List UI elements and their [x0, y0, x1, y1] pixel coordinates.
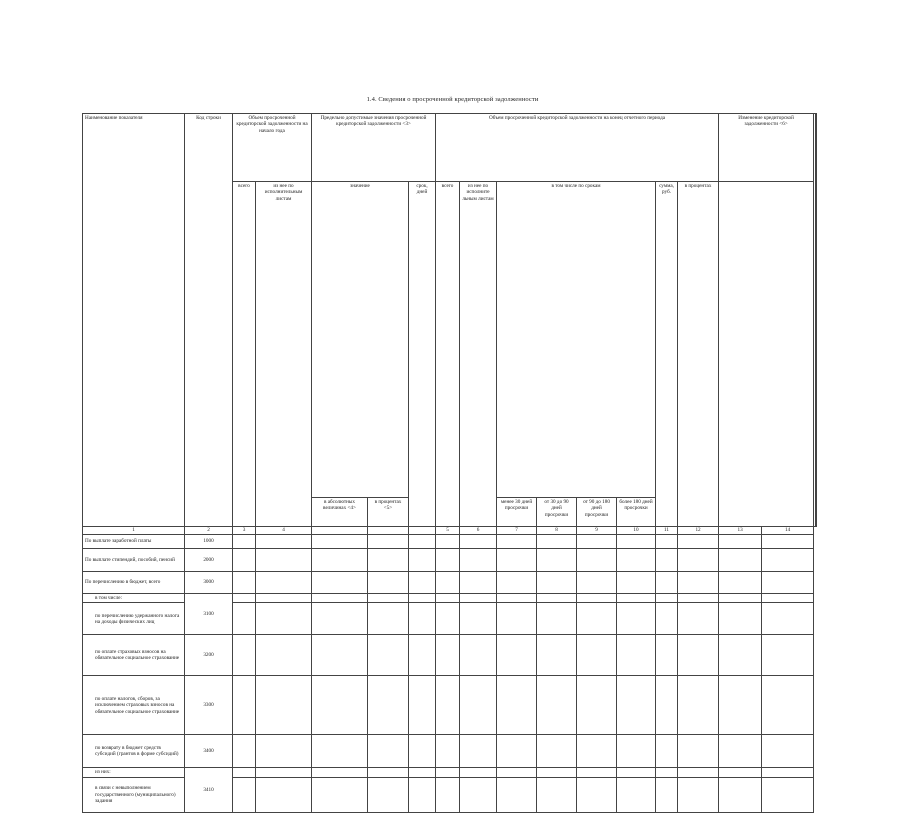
col-number: 7	[497, 527, 537, 535]
input-cell[interactable]	[678, 777, 719, 812]
input-cell[interactable]	[577, 549, 617, 572]
input-cell[interactable]	[409, 535, 436, 549]
input-cell[interactable]	[233, 635, 256, 676]
input-cell[interactable]	[497, 768, 537, 777]
row-code: 3200	[185, 635, 233, 676]
header-90-180: от 90 до 180 дней просрочки	[577, 498, 617, 527]
input-cell[interactable]	[436, 603, 460, 635]
col-number: 14	[762, 527, 814, 535]
input-cell[interactable]	[617, 768, 656, 777]
row-code: 3410	[185, 768, 233, 812]
input-cell[interactable]	[409, 676, 436, 735]
input-cell[interactable]	[537, 594, 577, 603]
input-cell[interactable]	[312, 594, 368, 603]
input-cell[interactable]	[256, 768, 312, 777]
input-cell[interactable]	[678, 768, 719, 777]
input-cell[interactable]	[762, 603, 814, 635]
row-name: в том числе:	[83, 594, 185, 603]
row-name: по возврату в бюджет средств субсидий (грантов в форме субсидий)	[83, 735, 185, 768]
input-cell[interactable]	[368, 676, 409, 735]
input-cell[interactable]	[577, 603, 617, 635]
header-value: значение	[312, 182, 409, 498]
input-cell[interactable]	[577, 777, 617, 812]
header-total-start: всего	[233, 182, 256, 527]
col-number: 10	[617, 527, 656, 535]
input-cell[interactable]	[719, 535, 762, 549]
input-cell[interactable]	[497, 572, 537, 594]
input-cell[interactable]	[460, 594, 497, 603]
input-cell[interactable]	[460, 549, 497, 572]
input-cell[interactable]	[436, 594, 460, 603]
row-code: 3100	[185, 594, 233, 635]
input-cell[interactable]	[719, 572, 762, 594]
col-number: 1	[83, 527, 185, 535]
col-number	[368, 527, 409, 535]
col-number	[409, 527, 436, 535]
input-cell[interactable]	[409, 768, 436, 777]
row-name: по перечислению удержанного налога на доходы физических лиц	[83, 603, 185, 635]
input-cell[interactable]	[409, 603, 436, 635]
header-row-1	[83, 114, 817, 182]
input-cell[interactable]	[460, 572, 497, 594]
input-cell[interactable]	[497, 735, 537, 768]
header-term-days: срок, дней	[409, 182, 436, 527]
input-cell[interactable]	[312, 572, 368, 594]
input-cell[interactable]	[656, 594, 678, 603]
input-cell[interactable]	[678, 535, 719, 549]
input-cell[interactable]	[678, 735, 719, 768]
input-cell[interactable]	[233, 777, 256, 812]
input-cell[interactable]	[719, 549, 762, 572]
input-cell[interactable]	[256, 777, 312, 812]
input-cell[interactable]	[436, 572, 460, 594]
col-number: 4	[256, 527, 312, 535]
input-cell[interactable]	[762, 549, 814, 572]
header-less-30: менее 30 дней просрочки	[497, 498, 537, 527]
input-cell[interactable]	[719, 735, 762, 768]
input-cell[interactable]	[617, 535, 656, 549]
input-cell[interactable]	[409, 635, 436, 676]
input-cell[interactable]	[537, 777, 577, 812]
input-cell[interactable]	[460, 635, 497, 676]
row-name: По выплате стипендий, пособий, пенсий	[83, 549, 185, 572]
input-cell[interactable]	[577, 535, 617, 549]
input-cell[interactable]	[312, 635, 368, 676]
header-volume-end: Объем просроченной кредиторской задолженности на конец отчетного периода	[436, 114, 719, 182]
input-cell[interactable]	[762, 535, 814, 549]
row-name: По выплате заработной платы	[83, 535, 185, 549]
input-cell[interactable]	[656, 735, 678, 768]
row-name: по оплате страховых взносов на обязательное социальное страхование	[83, 635, 185, 676]
input-cell[interactable]	[656, 768, 678, 777]
header-row-code: Код строки	[185, 114, 233, 527]
input-cell[interactable]	[256, 572, 312, 594]
input-cell[interactable]	[436, 549, 460, 572]
input-cell[interactable]	[312, 535, 368, 549]
input-cell[interactable]	[537, 676, 577, 735]
input-cell[interactable]	[577, 768, 617, 777]
table-row	[83, 535, 817, 549]
input-cell[interactable]	[656, 777, 678, 812]
input-cell[interactable]	[537, 549, 577, 572]
header-total-end: всего	[436, 182, 460, 527]
input-cell[interactable]	[312, 676, 368, 735]
input-cell[interactable]	[617, 594, 656, 603]
header-limits: Предельно допустимые значения просроченной кредиторской задолженности <3>	[312, 114, 436, 182]
header-indicator-name: Наименование показателя	[83, 114, 185, 527]
input-cell[interactable]	[233, 549, 256, 572]
input-cell[interactable]	[762, 594, 814, 603]
input-cell[interactable]	[233, 535, 256, 549]
input-cell[interactable]	[460, 777, 497, 812]
input-cell[interactable]	[233, 603, 256, 635]
input-cell[interactable]	[368, 549, 409, 572]
input-cell[interactable]	[497, 635, 537, 676]
input-cell[interactable]	[656, 549, 678, 572]
input-cell[interactable]	[233, 676, 256, 735]
input-cell[interactable]	[617, 549, 656, 572]
row-name: в связи с невыполнением государственного (муниципального) задания	[83, 777, 185, 812]
col-number: 6	[460, 527, 497, 535]
input-cell[interactable]	[678, 594, 719, 603]
row-name: по оплате налогов, сборов, за исключением страховых взносов на обязательное социальное страхование	[83, 676, 185, 735]
input-cell[interactable]	[577, 594, 617, 603]
input-cell[interactable]	[617, 603, 656, 635]
row-code: 3000	[185, 572, 233, 594]
input-cell[interactable]	[233, 735, 256, 768]
input-cell[interactable]	[368, 572, 409, 594]
input-cell[interactable]	[460, 768, 497, 777]
input-cell[interactable]	[233, 594, 256, 603]
input-cell[interactable]	[719, 635, 762, 676]
col-number: 2	[185, 527, 233, 535]
input-cell[interactable]	[497, 603, 537, 635]
input-cell[interactable]	[537, 603, 577, 635]
input-cell[interactable]	[617, 735, 656, 768]
input-cell[interactable]	[762, 676, 814, 735]
input-cell[interactable]	[678, 549, 719, 572]
input-cell[interactable]	[497, 777, 537, 812]
input-cell[interactable]	[233, 768, 256, 777]
input-cell[interactable]	[656, 635, 678, 676]
table-row	[83, 735, 817, 768]
input-cell[interactable]	[678, 572, 719, 594]
table-row	[83, 594, 817, 603]
input-cell[interactable]	[577, 572, 617, 594]
input-cell[interactable]	[436, 535, 460, 549]
input-cell[interactable]	[537, 635, 577, 676]
col-number	[312, 527, 368, 535]
input-cell[interactable]	[617, 777, 656, 812]
row-code: 1000	[185, 535, 233, 549]
input-cell[interactable]	[719, 676, 762, 735]
input-cell[interactable]	[762, 635, 814, 676]
input-cell[interactable]	[678, 676, 719, 735]
input-cell[interactable]	[497, 676, 537, 735]
overdue-payables-table	[82, 113, 817, 813]
table-row	[83, 635, 817, 676]
table-row	[83, 768, 817, 777]
input-cell[interactable]	[436, 735, 460, 768]
input-cell[interactable]	[577, 635, 617, 676]
input-cell[interactable]	[368, 603, 409, 635]
input-cell[interactable]	[460, 603, 497, 635]
input-cell[interactable]	[762, 572, 814, 594]
input-cell[interactable]	[256, 735, 312, 768]
input-cell[interactable]	[312, 735, 368, 768]
row-name: По перечислению в бюджет, всего	[83, 572, 185, 594]
input-cell[interactable]	[436, 777, 460, 812]
header-volume-start: Объем просроченной кредиторской задолженности на начало года	[233, 114, 312, 182]
table-row	[83, 572, 817, 594]
header-by-terms: в том числе по срокам	[497, 182, 656, 498]
input-cell[interactable]	[497, 594, 537, 603]
header-sum-rub: сумма, руб.	[656, 182, 678, 527]
input-cell[interactable]	[537, 768, 577, 777]
input-cell[interactable]	[537, 535, 577, 549]
input-cell[interactable]	[762, 768, 814, 777]
header-measures	[815, 114, 816, 527]
input-cell[interactable]	[617, 635, 656, 676]
row-code: 2000	[185, 549, 233, 572]
input-cell[interactable]	[256, 676, 312, 735]
input-cell[interactable]	[436, 676, 460, 735]
input-cell[interactable]	[368, 735, 409, 768]
input-cell[interactable]	[460, 676, 497, 735]
input-cell[interactable]	[368, 768, 409, 777]
input-cell[interactable]	[256, 635, 312, 676]
row-name: из них:	[83, 768, 185, 777]
input-cell[interactable]	[497, 549, 537, 572]
input-cell[interactable]	[312, 768, 368, 777]
input-cell[interactable]	[537, 735, 577, 768]
input-cell[interactable]	[256, 535, 312, 549]
input-cell[interactable]	[436, 768, 460, 777]
input-cell[interactable]	[537, 572, 577, 594]
input-cell[interactable]	[409, 549, 436, 572]
input-cell[interactable]	[617, 572, 656, 594]
input-cell[interactable]	[656, 603, 678, 635]
input-cell[interactable]	[762, 777, 814, 812]
col-number: 13	[719, 527, 762, 535]
header-exec-end: из нее по исполните льным листам	[460, 182, 497, 527]
input-cell[interactable]	[577, 735, 617, 768]
input-cell[interactable]	[678, 603, 719, 635]
col-number: 3	[233, 527, 256, 535]
input-cell[interactable]	[312, 777, 368, 812]
input-cell[interactable]	[719, 594, 762, 603]
row-code: 3300	[185, 676, 233, 735]
input-cell[interactable]	[256, 549, 312, 572]
input-cell[interactable]	[409, 777, 436, 812]
input-cell[interactable]	[368, 594, 409, 603]
input-cell[interactable]	[719, 768, 762, 777]
input-cell[interactable]	[312, 603, 368, 635]
header-exec-start: из нее по исполнительным листам	[256, 182, 312, 527]
col-number: 9	[577, 527, 617, 535]
input-cell[interactable]	[460, 535, 497, 549]
input-cell[interactable]	[368, 777, 409, 812]
input-cell[interactable]	[256, 594, 312, 603]
input-cell[interactable]	[656, 676, 678, 735]
header-change: Изменение кредиторской задолженности <6>	[719, 114, 814, 182]
header-30-90: от 30 до 90 дней просрочки	[537, 498, 577, 527]
col-number: 11	[656, 527, 678, 535]
input-cell[interactable]	[409, 572, 436, 594]
input-cell[interactable]	[617, 676, 656, 735]
header-absolute: в абсолютных величинах <4>	[312, 498, 368, 527]
input-cell[interactable]	[409, 594, 436, 603]
col-number: 12	[678, 527, 719, 535]
input-cell[interactable]	[762, 735, 814, 768]
header-percent-limit: в процентах <5>	[368, 498, 409, 527]
input-cell[interactable]	[497, 535, 537, 549]
input-cell[interactable]	[368, 635, 409, 676]
table-row	[83, 549, 817, 572]
input-cell[interactable]	[256, 603, 312, 635]
input-cell[interactable]	[719, 603, 762, 635]
header-over-180: более 180 дней просрочки	[617, 498, 656, 527]
col-number: 8	[537, 527, 577, 535]
input-cell[interactable]	[368, 535, 409, 549]
input-cell[interactable]	[409, 735, 436, 768]
section-title: 1.4. Сведения о просроченной кредиторской задолженности	[366, 96, 539, 103]
header-percent: в процентах	[678, 182, 719, 527]
table-row	[83, 676, 817, 735]
input-cell[interactable]	[656, 535, 678, 549]
col-number: 5	[436, 527, 460, 535]
input-cell[interactable]	[577, 676, 617, 735]
input-cell[interactable]	[656, 572, 678, 594]
input-cell[interactable]	[460, 735, 497, 768]
input-cell[interactable]	[436, 635, 460, 676]
input-cell[interactable]	[312, 549, 368, 572]
input-cell[interactable]	[678, 635, 719, 676]
row-code: 3400	[185, 735, 233, 768]
input-cell[interactable]	[719, 777, 762, 812]
input-cell[interactable]	[233, 572, 256, 594]
column-number-row	[83, 527, 817, 535]
